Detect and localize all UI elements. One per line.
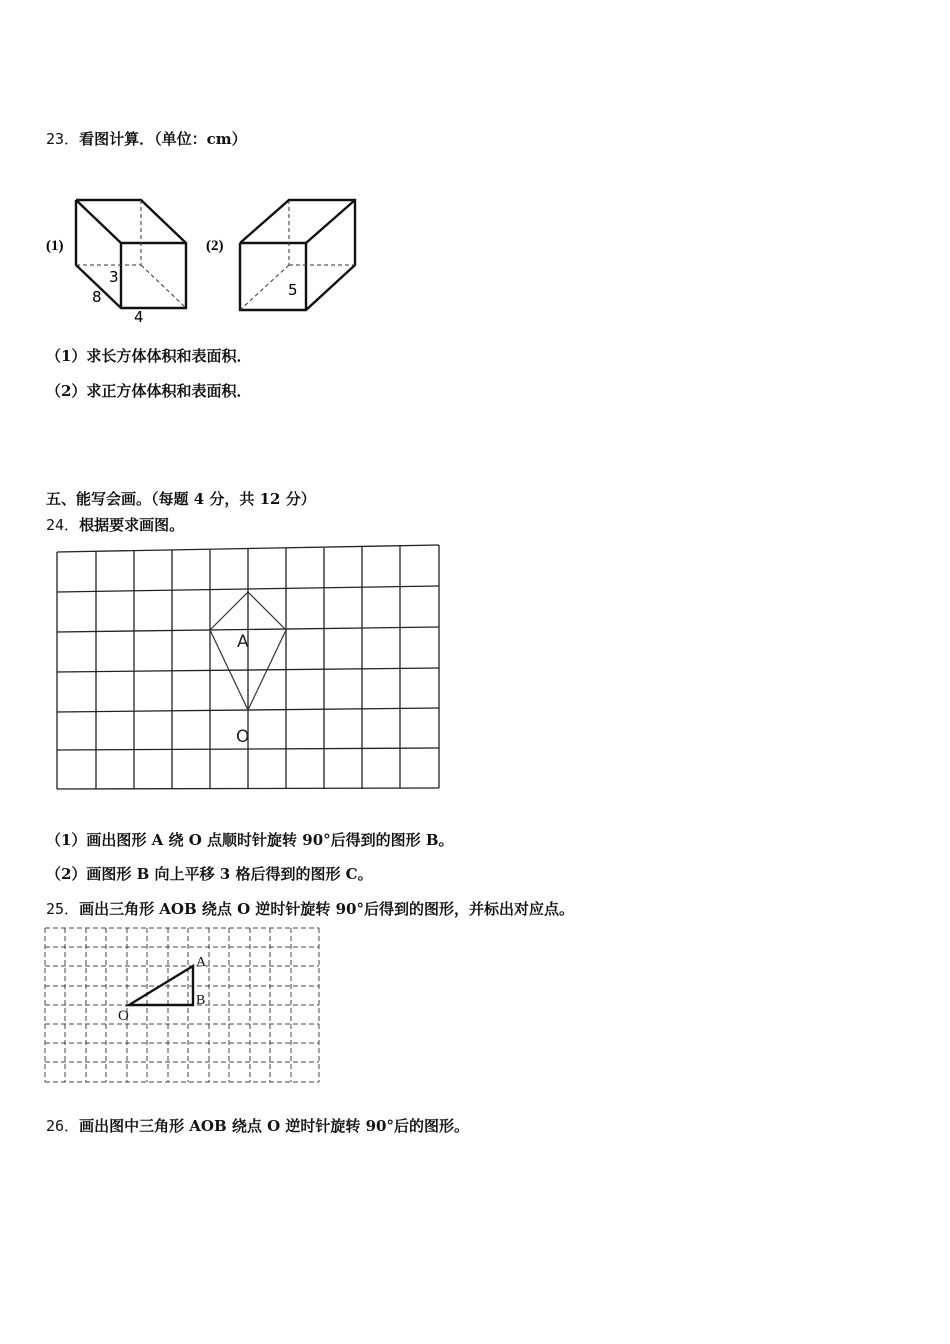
- q24-title: 根据要求画图。: [79, 516, 185, 534]
- q24-sub2: （2）画图形 B 向上平移 3 格后得到的图形 C。: [46, 865, 373, 883]
- section5-heading: 五、能写会画。（每题 4 分，共 12 分）: [46, 490, 316, 508]
- q26-number: 26．: [46, 1117, 80, 1135]
- q25-title: 画出三角形 AOB 绕点 O 逆时针旋转 90°后得到的图形，并标出对应点。: [79, 900, 574, 918]
- q23-title: 看图计算．（单位：cm）: [79, 130, 247, 148]
- q25-point-a-label: A: [196, 955, 207, 970]
- fig2-label: (2): [206, 238, 224, 254]
- q25-point-b-label: B: [196, 993, 206, 1008]
- fig1-label: (1): [46, 238, 64, 254]
- q24-sub1: （1）画出图形 A 绕 O 点顺时针旋转 90°后得到的图形 B。: [46, 831, 454, 849]
- q24-number: 24．: [46, 516, 80, 534]
- q26-heading: [46, 1115, 469, 1136]
- q25-number: 25．: [46, 900, 80, 918]
- q23-sub2: （2）求正方体体积和表面积．: [46, 382, 252, 400]
- dim-height: 3: [109, 268, 119, 286]
- q23-number: 23．: [46, 130, 80, 148]
- point-a-label: A: [237, 632, 249, 652]
- point-o-label: O: [236, 727, 250, 747]
- q23-sub1: （1）求长方体体积和表面积．: [46, 347, 252, 365]
- q25-point-o-label: O: [118, 1008, 129, 1024]
- dim-edge: 5: [288, 281, 298, 299]
- q26-title: 画出图中三角形 AOB 绕点 O 逆时针旋转 90°后的图形。: [79, 1117, 469, 1135]
- dim-width: 8: [92, 288, 102, 306]
- dim-length: 4: [134, 308, 144, 326]
